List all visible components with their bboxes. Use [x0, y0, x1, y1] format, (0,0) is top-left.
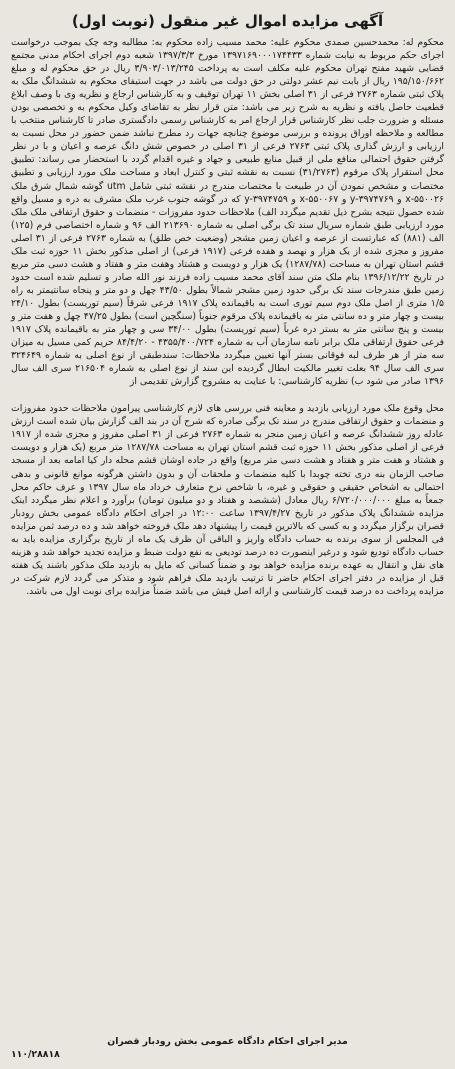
notice-title: آگهی مزایده اموال غیر منقول (نوبت اول): [71, 12, 384, 30]
reference-number: ۱۱۰/۲۸۸۱۸: [11, 1049, 60, 1060]
auction-notice: [6, 6, 449, 1063]
notice-paragraph: محل وقوع ملک مورد ارزیابی بازدید و معاینه فنی بررسی های لازم کارشناسی پیرامون ملاحظات حدود مفروزات و منضمات و حقوق ارتفاقی مندرج در سند تک برگی صادره که شرح آن در بند الف گزارش بیان شده است ارزش عادله روز ششدانگ عرصه و اعیان زمین منجر به شماره ۲۷۶۳ فرعی از ۳۱ اصلی مفروز و مجزی شده از ۱۹۱۷ فرعی از اصلی مذکور بخش ۱۱ حوزه ثبت قشم استان تهران به مساحت ۱۲۸۷/۷۸ متر مربع (یک هزار و دویست و هشتاد و هفت متر و هفتاد و هشت دسی متر مربع) واقع در جاده اوشان قشم محله دار کیا امامه بعد از مسجد صاحب الزمان بنه دری تخته چوبدا با کلیه منضمات و ملحقات آن و بدون داشتن هرگونه موانع قانونی و بدهی احتمالی به اشخاص حقیقی و حقوقی و غیره، با شاخص نرخ متعارف خرداد ماه سال ۱۳۹۷ و عرف حاکم محل جمعاً به مبلغ ۶/۷۲۰/۰۰۰/۰۰۰ ریال معادل (ششصد و هفتاد و دو میلیون تومان) برآورد و اعلام نظر میگردد اینک مزایده ششدانگ پلاک مذکور در تاریخ ۱۳۹۷/۴/۲۷ ساعت ۱۲:۰۰ در اجرای احکام دادگاه عمومی بخش رودبار قصران برگزار میگردد و به کسی که بالاترین قیمت را پیشنهاد دهد ملک فروخته خواهد شد و ده درصد ثمن مزایده فی المجلس از سوی برنده به حساب دادگاه واریز و الباقی آن ظرف یک ماه از تاریخ برگزاری مزایده باید به حساب دادگاه تودیع شود و درغیر اینصورت ده درصد تودیعی به نفع دولت ضبط و مزایده تجدید خواهد شد و هزینه های نقل و انتقال به عهده برنده مزایده خواهد بود و ضمناً کسانی که مایل به بازدید ملک مذکور باشند یک هفته قبل از مزایده در دفتر اجرای احکام حاضر تا ترتیب بازدید ملک فراهم شود و متذکر می گردد لازم شرکت در مزایده پرداخت ده درصد قیمت کارشناسی و ارائه اصل فیش می باشد ضمناً مزایده برای نوبت اول می باشد.: [11, 403, 445, 597]
issuing-office: مدیر اجرای احکام دادگاه عمومی بخش رودبار قصران: [107, 1036, 348, 1047]
notice-footer: [11, 1035, 444, 1061]
notice-paragraph: محکوم له: محمدحسین صمدی محکوم علیه: محمد مسیب زاده محکوم به: مطالبه وجه چک بموجب درخواست اجرای حکم مربوط به نیابت شماره ۱۳۹۷۱۶۹۰۰۰۱۷۴۴۳۳ مورخ ۱۳۹۷/۳/۳ شعبه دوم اجرای احکام مدنی مجتمع قضایی شهید مفتح تهران محکوم علیه مکلف است به پرداخت ۳/۹۰۳/۰۱۳/۲۴۵ ریال در حق محکوم له و مبلغ ۱۹۵/۱۵۰/۶۶۲ ریال از بابت نیم عشر دولتی در حق دولت می باشد در جهت استیفای محکوم به ششدانگ ملک به پلاک ثبتی شماره ۲۷۶۳ فرعی از ۳۱ اصلی بخش ۱۱ تهران توقیف و به کارشناس ارجاع و نظریه وی با وصف ابلاغ قطعیت حاصل یافته و نظریه به شرح زیر می باشد: متن قرار نظر به تقاضای وکیل محکوم به و تخصصی بودن مسئله و ضرورت جلب نظر کارشناس قرار ارجاع امر به کارشناس رسمی دادگستری صادر تا کارشناس منتخب با مطالعه و ملاحظه اوراق پرونده و بررسی موضوع چنانچه جهات رد مطرح نباشد ضمن حضور در محل نسبت به ارزیابی و ارزش گذاری پلاک ثبتی ۲۷۶۳ فرعی از ۳۱ اصلی در خصوص شش دانگ عرصه و اعیان و با در نظر گرفتن حقوق احتمالی منافع ملی از قبیل منابع طبیعی و جهاد و غیره اقدام گردد با استحضار می رساند: تطبیق محل استقرار پلاک مرقوم (۳۱/۲۷۶۳) نسبت به نقشه ثبتی و کنترل ابعاد و مساحت ملک مورد ارزیابی و تطبیق مختصات و مشخص نمودن آن در طبیعت با مختصات مندرج در نقشه ثبتی شامل utm گوشه شمال شرق ملک x-۵۵۰۰۲۶ و y-۳۹۷۴۷۶۹ و x-۵۵۰۰۶۷ و y-۳۹۷۴۷۵۹ که در گوشه جنوب غرب ملک مشرف به دره و مسیل واقع شده حصول نتیجه بشرح ذیل تقدیم میگردد الف) ملاحظات حدود مفروزات - منضمات و حقوق ارتفاقی ملک ملک مورد ارزیابی طبق شماره سریال سند تک برگی اصلی به شماره ۲۱۳۶۹۰ الف ۹۶ و شماره اختصاصی فرم (۱۲۵) الف (۸۸۱) که عبارتست از عرصه و اعیان زمین مشجر (وضعیت خص طلق) به شماره ۲۷۶۳ فرعی از ۳۱ اصلی مفروز و مجزی شده از یک هزار و نهصد و هفده فرعی (۱۹۱۷ فرعی) از اصلی مذکور بخش ۱۱ حوزه ثبت ملک قشم استان تهران به مساحت (۱۲۸۷/۷۸) یک هزار و دویست و هشتاد وهفت متر و هفتاد و هشت دسی متر مربع در تاریخ ۱۳۹۶/۱۲/۲۲ بنام ملک متن سند آقای محمد مسیب زاده فرزند نور الله صادر و تسلیم شده است حدود زمین طبق مندرجات سند تک برگی حدود زمین مشجر شمالاً بطول ۴۳/۵۰ چهل و دو متر و پنجاه سانتیمتر به راه ۱/۵ متری از اصل ملک دوم سیم توری است به باقیمانده پلاک ۱۹۱۷ فرعی شرقاً (سیم توریست) بطول ۲۴/۱۰ بیست و چهار متر و ده سانتی متر به باقیمانده پلاک مرقوم جنوباً (سنگچین است) بطول ۴۷/۲۵ چهل و هفت متر و بیست و پنج سانتی متر به بستر دره غرباً (سیم توریست) بطول ۳۴/۰۰ سی و چهار متر به باقیمانده پلاک ۱۹۱۷ فرعی حقوق ارتفاقی ملک برابر نامه سازمان آب به شماره ۴۳۵۵/۴۰۰/۷۲۴ - ۸۴/۴/۲۰ حریم کمی مسیل به میزان سه متر از هر طرف لبه فوقانی بستر آنها تعیین میگردد ملاحظات: سندطبقی از نوع اصلی به شماره ۳۲۴۶۴۹ سری الف سال ۹۴ بعلت تغییر مالکیت ابطال گردیده این سند از نوع اصلی به شماره ۲۱۶۵۰۴ سری الف سال ۱۳۹۶ صادر می شود ب) نظریه کارشناسی: با عنایت به مشروح گزارش تقدیمی از: [11, 37, 445, 388]
